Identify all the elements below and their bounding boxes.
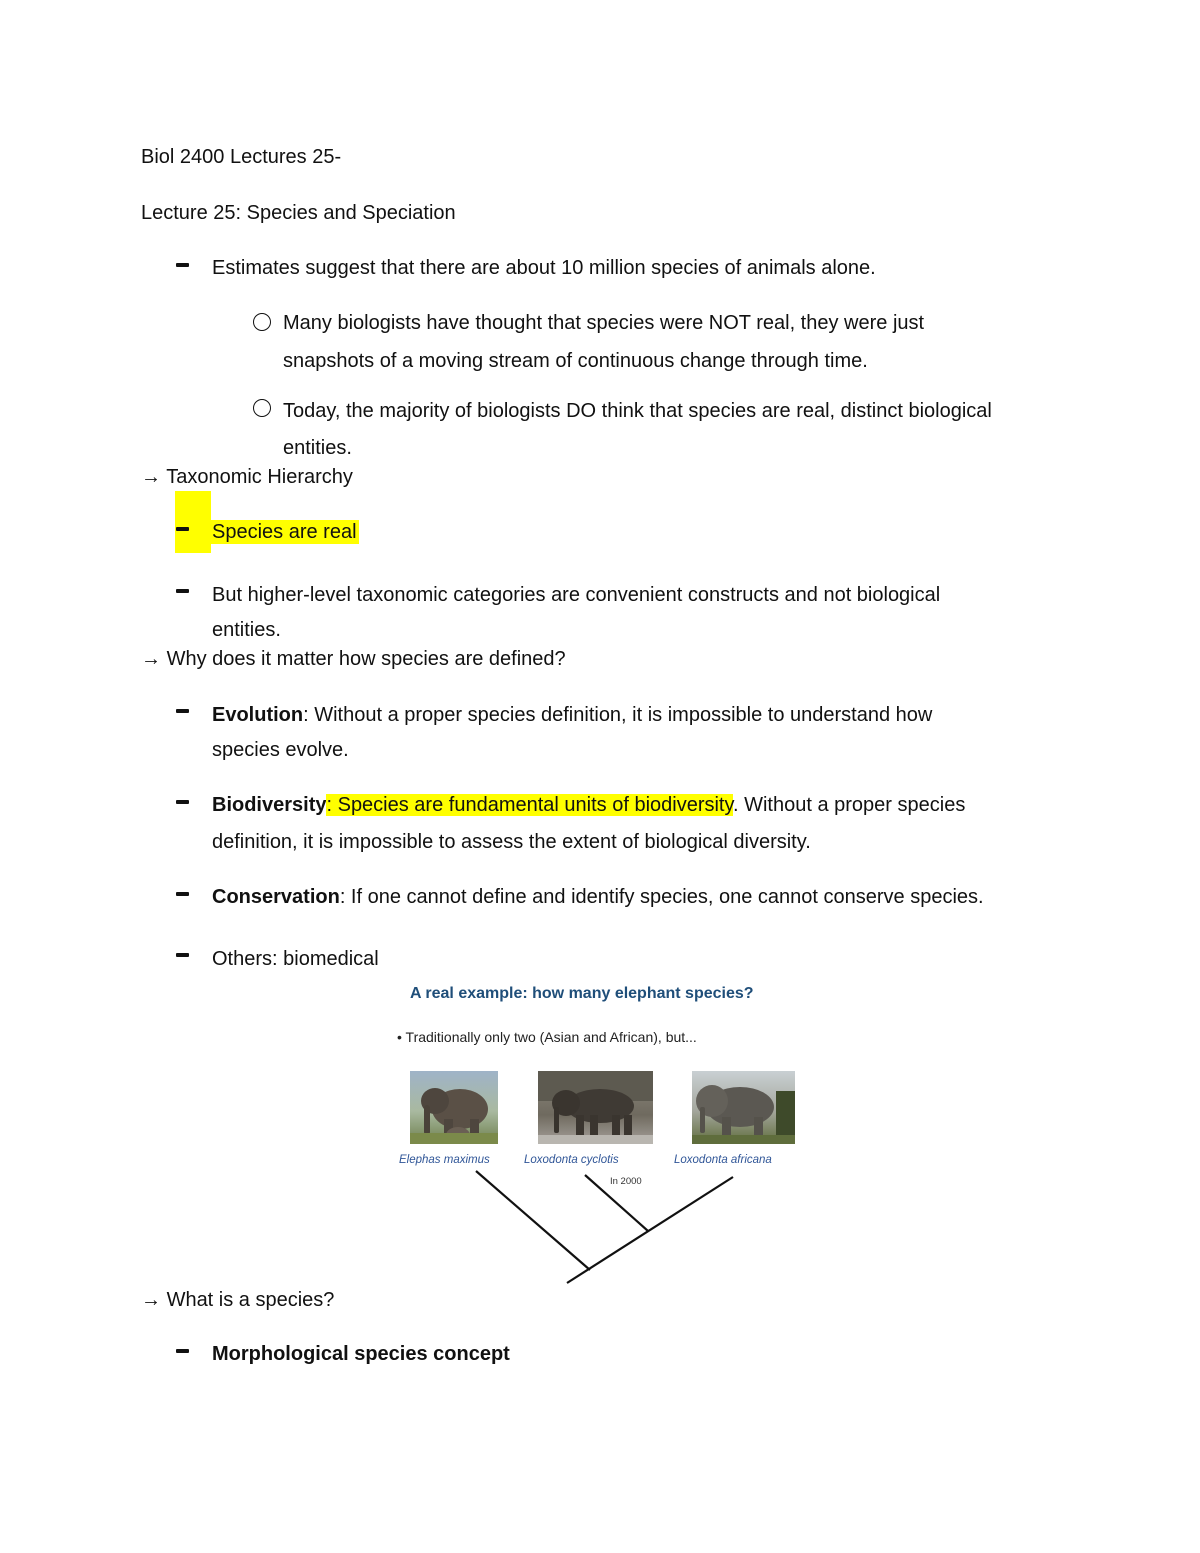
species-are-real-text: Species are real bbox=[212, 521, 357, 543]
lecture-title: Lecture 25: Species and Speciation bbox=[141, 202, 456, 224]
arrow-icon: → bbox=[141, 466, 161, 488]
heading-text: Taxonomic Hierarchy bbox=[166, 466, 353, 488]
heading-text: What is a species? bbox=[166, 1289, 335, 1311]
heading-text: Why does it matter how species are defined? bbox=[166, 648, 566, 670]
higher-level-line1: But higher-level taxonomic categories are convenient constructs and not biological bbox=[212, 584, 941, 606]
figure-title: A real example: how many elephant species? bbox=[410, 985, 754, 1002]
sub-bullet-2-line1: Today, the majority of biologists DO think that species are real, distinct biological bbox=[283, 400, 992, 422]
figure-bullet: • Traditionally only two (Asian and African), but... bbox=[397, 1029, 697, 1045]
species-label-3: Loxodonta africana bbox=[674, 1154, 772, 1166]
document-title: Biol 2400 Lectures 25- bbox=[141, 146, 342, 168]
heading-what-is-species bbox=[141, 1288, 334, 1312]
evolution-text: : Without a proper species definition, it is impossible to understand how bbox=[303, 704, 933, 726]
sub-bullet-2-line2: entities. bbox=[283, 437, 352, 459]
term-biodiversity: Biodiversity bbox=[212, 794, 327, 816]
year-note: In 2000 bbox=[610, 1176, 642, 1187]
tree-branch-elephas bbox=[476, 1171, 590, 1270]
others-line: Others: biomedical bbox=[212, 948, 379, 970]
biodiversity-highlight: : Species are fundamental units of biodiversity bbox=[326, 794, 733, 816]
term-evolution: Evolution bbox=[212, 704, 304, 726]
biodiversity-text: . Without a proper species bbox=[733, 794, 966, 816]
arrow-icon: → bbox=[141, 1289, 161, 1311]
tree-branch-cyclotis bbox=[585, 1175, 648, 1231]
morphological-concept: Morphological species concept bbox=[212, 1343, 510, 1365]
evolution-line2: species evolve. bbox=[212, 739, 349, 761]
species-label-2: Loxodonta cyclotis bbox=[524, 1154, 619, 1166]
biodiversity-line2: definition, it is impossible to assess the extent of biological diversity. bbox=[212, 831, 811, 853]
term-conservation: Conservation bbox=[212, 886, 340, 908]
dash-bullet-icon bbox=[176, 1349, 189, 1353]
conservation-text: : If one cannot define and identify species, one cannot conserve species. bbox=[339, 886, 984, 908]
arrow-icon: → bbox=[141, 648, 161, 670]
higher-level-line2: entities. bbox=[212, 619, 281, 641]
estimate-text: Estimates suggest that there are about 10 million species of animals alone. bbox=[212, 257, 876, 279]
tree-branch-loxodonta bbox=[567, 1177, 733, 1283]
species-label-1: Elephas maximus bbox=[399, 1154, 490, 1166]
sub-bullet-1-line1: Many biologists have thought that species were NOT real, they were just bbox=[283, 312, 925, 334]
sub-bullet-1-line2: snapshots of a moving stream of continuous change through time. bbox=[283, 350, 868, 372]
